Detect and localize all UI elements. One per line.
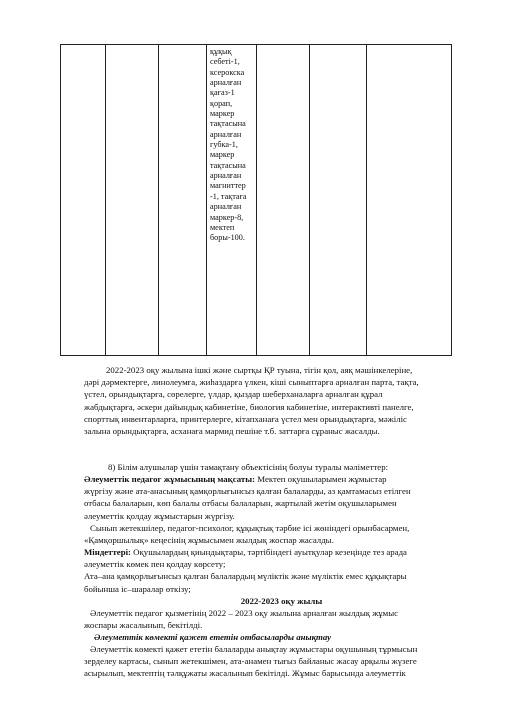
paragraph-line: асырылып, мектептің тәлқұжаты жасалынып бекітілді. Жұмыс барысында әлеуметтік bbox=[84, 668, 406, 679]
paragraph-line: залына орындықтарға, асханаға мармид пешіне т.б. заттарға сұраныс жасалды. bbox=[84, 426, 380, 437]
cell-line: арналған bbox=[210, 202, 242, 212]
goal-first-rest: Мектеп оқушыларымен жұмыстар bbox=[255, 474, 387, 484]
cell-line: губка-1, bbox=[210, 140, 238, 150]
tasks-label: Міндеттері: bbox=[84, 547, 131, 557]
cell-line: мектеп bbox=[210, 222, 235, 232]
paragraph-line: спорттық инвентарларға, принтерлерге, кітапханаға үстел мен орындықтарға, мәжіліс bbox=[84, 413, 407, 424]
subheading: Әлеуметтік көмекті қажет ететін отбасыларды анықтау bbox=[94, 632, 332, 642]
cell-line: арналған bbox=[210, 129, 242, 139]
paragraph-line: «Қамқоршылық» кеңесінің жұмысымен жылдық жоспар жасалды. bbox=[84, 535, 334, 546]
inventory-table bbox=[60, 44, 452, 356]
goal-label: Әлеуметтік педагог жұмысының мақсаты: bbox=[84, 474, 256, 484]
plan-paragraph bbox=[84, 607, 479, 631]
cell-line: ксерокска bbox=[210, 67, 245, 77]
paragraph-line: әлеуметтік қолдау жұмыстарын жүргізу. bbox=[84, 510, 235, 521]
procurement-paragraph bbox=[84, 364, 479, 437]
table-column-divider bbox=[206, 45, 207, 355]
paragraph-line: бойынша іс–шаралар өткізу; bbox=[84, 583, 191, 594]
cell-line: боры-100. bbox=[210, 233, 245, 243]
identification-paragraph bbox=[84, 643, 479, 680]
paragraph-line: дәрі дәрмектерге, линолеумға, жиһаздарға үлкен, кіші сыныптарға арналған парта, тақта, bbox=[84, 377, 419, 388]
paragraph-line: әлеуметтік көмек пен қолдау көрсету; bbox=[84, 559, 226, 570]
cell-line: құқық bbox=[210, 47, 232, 56]
paragraph-line: Әлеуметтік педагог қызметінің 2022 – 2023 оқу жылына арналған жылдық жұмыс bbox=[90, 608, 399, 618]
paragraph-line: Әлеуметтік көмекті қажет ететін балаларды анықтау жұмыстары оқушының тұрмысын bbox=[90, 644, 418, 654]
table-column-divider bbox=[105, 45, 106, 355]
section-8-heading: 8) Білім алушылар үшін тамақтану объектісінің болуы туралы мәліметтер: bbox=[108, 462, 389, 472]
tasks-paragraph bbox=[84, 546, 479, 595]
cell-line: себеті-1, bbox=[210, 57, 240, 67]
paragraph-line: жабдықтарға, әскери дайындық кабинетіне, биология кабинетіне, интерактивті панелге, bbox=[84, 401, 414, 412]
table-column-divider bbox=[309, 45, 310, 355]
cell-line: магниттер bbox=[210, 181, 246, 191]
table-column-divider bbox=[256, 45, 257, 355]
paragraph-line: отбасы балаларын, көп балалы отбасы балаларын, жартылай жетім оқушыларымен bbox=[84, 498, 397, 509]
paragraph-line: зерделеу картасы, сынып жетекшімен, ата-анамен тығыз байланыс жасау арқылы жүзеге bbox=[84, 656, 417, 667]
table-column-divider bbox=[366, 45, 367, 355]
paragraph-line: үстел, орындықтарға, сөрелерге, үлдар, қыздар шеберханаларға арналған құрал bbox=[84, 389, 383, 400]
table-cell-items bbox=[210, 47, 254, 244]
cell-line: тақтасына bbox=[210, 160, 246, 170]
cell-line: қорап, bbox=[210, 98, 233, 108]
paragraph-line: Ата–ана қамқорлығынсыз қалған балалардың мүліктік және мүліктік емес құқықтары bbox=[84, 571, 407, 582]
paragraph-line bbox=[84, 473, 479, 485]
year-heading: 2022-2023 оқу жылы bbox=[240, 596, 323, 606]
cell-line: маркер bbox=[210, 150, 235, 160]
table-column-divider bbox=[158, 45, 159, 355]
paragraph-line bbox=[84, 546, 479, 558]
paragraph-line: 2022-2023 оқу жылына ішкі және сыртқы ҚР туына, тігін қол, аяқ мәшінкелеріне, bbox=[106, 365, 413, 375]
tasks-first-rest: Оқушылардың қиындықтары, тәртібіндегі ауытқулар кезеңінде тез арада bbox=[130, 547, 407, 557]
cell-line: -1, тақтаға bbox=[210, 191, 247, 201]
cell-line: арналған bbox=[210, 171, 242, 181]
collaboration-paragraph bbox=[84, 522, 479, 546]
cell-line: тақтасына bbox=[210, 119, 246, 129]
cell-line: арналған bbox=[210, 78, 242, 88]
paragraph-line: Сынып жетекшілер, педагог-психолог, құқықтық тәрбие ісі жөніндегі орынбасармен, bbox=[90, 523, 410, 533]
cell-line: қағаз-1 bbox=[210, 88, 235, 98]
paragraph-line: жүргізу және ата-анасының қамқорлығынсыз қалған балаларды, аз қамтамасыз етілген bbox=[84, 486, 411, 497]
cell-line: маркер-8, bbox=[210, 212, 244, 222]
goal-paragraph bbox=[84, 473, 479, 522]
paragraph-line: жоспары жасалынып, бекітілді. bbox=[84, 620, 203, 631]
cell-line: маркер bbox=[210, 109, 235, 119]
